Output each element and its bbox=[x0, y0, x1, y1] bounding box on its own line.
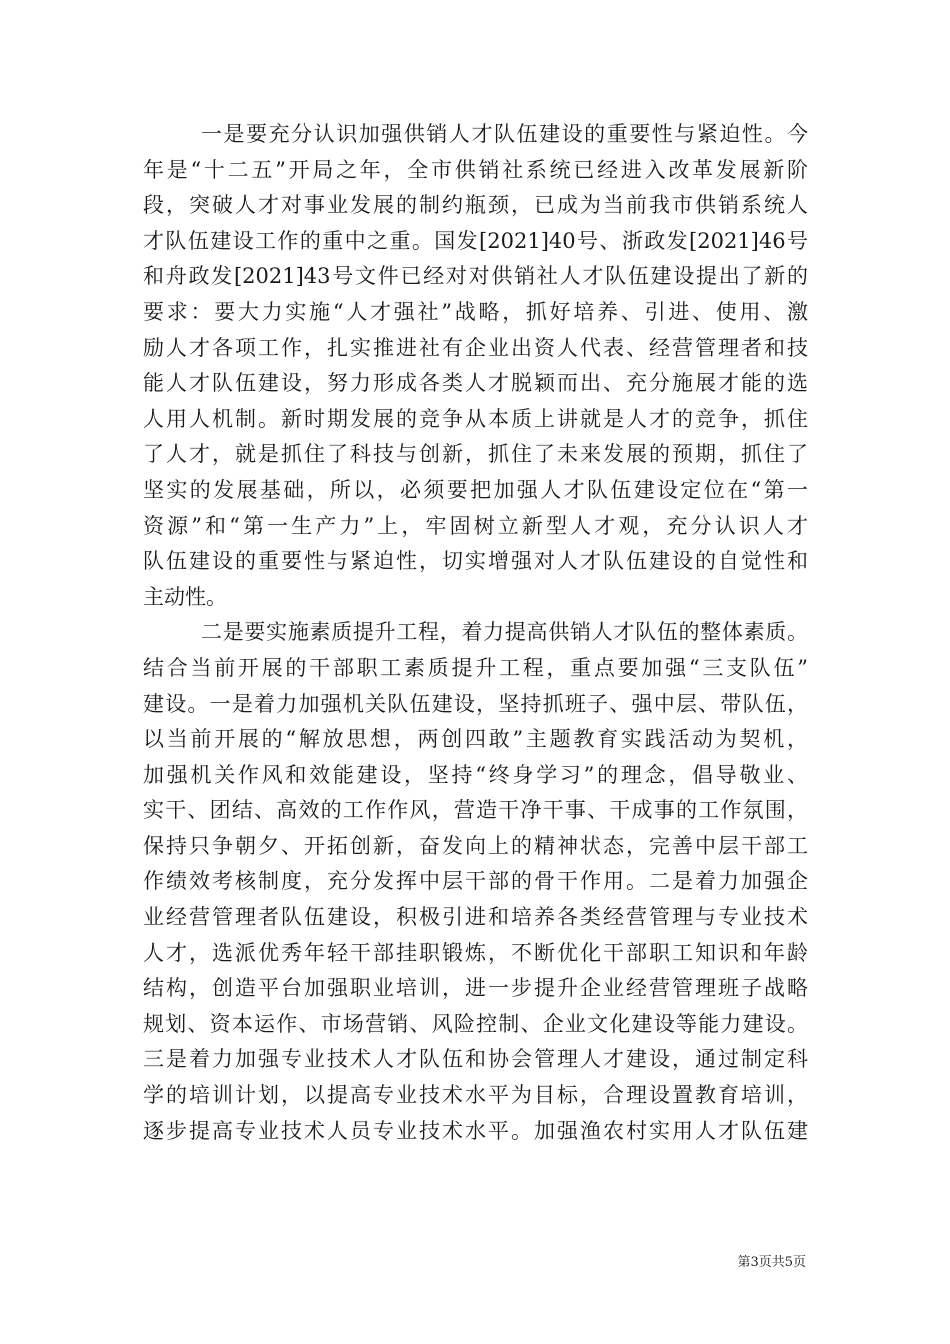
paragraph-2-line: 作绩效考核制度，充分发挥中层干部的骨干作用。二是着力加强企 bbox=[143, 869, 808, 894]
paragraph-1-line: 资源”和“第一生产力”上，牢固树立新型人才观，充分认识人才 bbox=[143, 513, 808, 538]
paragraph-1-line: 才队伍建设工作的重中之重。国发[2021]40号、浙政发[2021]46号 bbox=[143, 228, 808, 253]
paragraph-2-line: 以当前开展的“解放思想，两创四敢”主题教育实践活动为契机， bbox=[143, 727, 808, 752]
paragraph-1-line: 励人才各项工作，扎实推进社有企业出资人代表、经营管理者和技 bbox=[143, 335, 808, 360]
paragraph-1-line: 年是“十二五”开局之年，全市供销社系统已经进入改革发展新阶 bbox=[143, 157, 808, 182]
paragraph-2-line: 二是要实施素质提升工程，着力提高供销人才队伍的整体素质。 bbox=[201, 620, 808, 645]
paragraph-1-line: 队伍建设的重要性与紧迫性，切实增强对人才队伍建设的自觉性和 bbox=[143, 549, 808, 574]
paragraph-2-line: 结构，创造平台加强职业培训，进一步提升企业经营管理班子战略 bbox=[143, 976, 808, 1001]
paragraph-2-line: 结合当前开展的干部职工素质提升工程，重点要加强“三支队伍” bbox=[143, 655, 808, 680]
paragraph-2-line: 三是着力加强专业技术人才队伍和协会管理人才建设，通过制定科 bbox=[143, 1047, 808, 1072]
paragraph-2-line: 建设。一是着力加强机关队伍建设，坚持抓班子、强中层、带队伍， bbox=[143, 691, 808, 716]
paragraph-1-line: 能人才队伍建设，努力形成各类人才脱颖而出、充分施展才能的选 bbox=[143, 371, 808, 396]
paragraph-1-line: 坚实的发展基础，所以，必须要把加强人才队伍建设定位在“第一 bbox=[143, 477, 808, 502]
paragraph-1-line: 了人才，就是抓住了科技与创新，抓住了未来发展的预期，抓住了 bbox=[143, 442, 808, 467]
paragraph-1-line: 和舟政发[2021]43号文件已经对对供销社人才队伍建设提出了新的 bbox=[143, 264, 808, 289]
paragraph-1-line: 要求：要大力实施“人才强社”战略，抓好培养、引进、使用、激 bbox=[143, 299, 808, 324]
paragraph-2-line: 学的培训计划，以提高专业技术水平为目标，合理设置教育培训， bbox=[143, 1083, 808, 1108]
paragraph-2-line: 人才，选派优秀年轻干部挂职锻炼，不断优化干部职工知识和年龄 bbox=[143, 940, 808, 965]
paragraph-2-line: 逐步提高专业技术人员专业技术水平。加强渔农村实用人才队伍建 bbox=[143, 1118, 808, 1143]
paragraph-1-line: 段，突破人才对事业发展的制约瓶颈，已成为当前我市供销系统人 bbox=[143, 193, 808, 218]
paragraph-2-line: 保持只争朝夕、开拓创新，奋发向上的精神状态，完善中层干部工 bbox=[143, 833, 808, 858]
document-body bbox=[143, 117, 808, 1149]
paragraph-2-line: 加强机关作风和效能建设，坚持“终身学习”的理念，倡导敬业、 bbox=[143, 762, 808, 787]
paragraph-1-line: 人用人机制。新时期发展的竞争从本质上讲就是人才的竞争，抓住 bbox=[143, 406, 808, 431]
paragraph-1-line: 一是要充分认识加强供销人才队伍建设的重要性与紧迫性。今 bbox=[201, 122, 808, 146]
page-footer: 第3页共5页 bbox=[737, 1255, 806, 1270]
paragraph-2-line: 规划、资本运作、市场营销、风险控制、企业文化建设等能力建设。 bbox=[143, 1011, 808, 1036]
paragraph-2-line: 实干、团结、高效的工作作风，营造干净干事、干成事的工作氛围， bbox=[143, 798, 808, 823]
paragraph-1-line: 主动性。 bbox=[143, 584, 227, 609]
paragraph-2-line: 业经营管理者队伍建设，积极引进和培养各类经营管理与专业技术 bbox=[143, 905, 808, 930]
